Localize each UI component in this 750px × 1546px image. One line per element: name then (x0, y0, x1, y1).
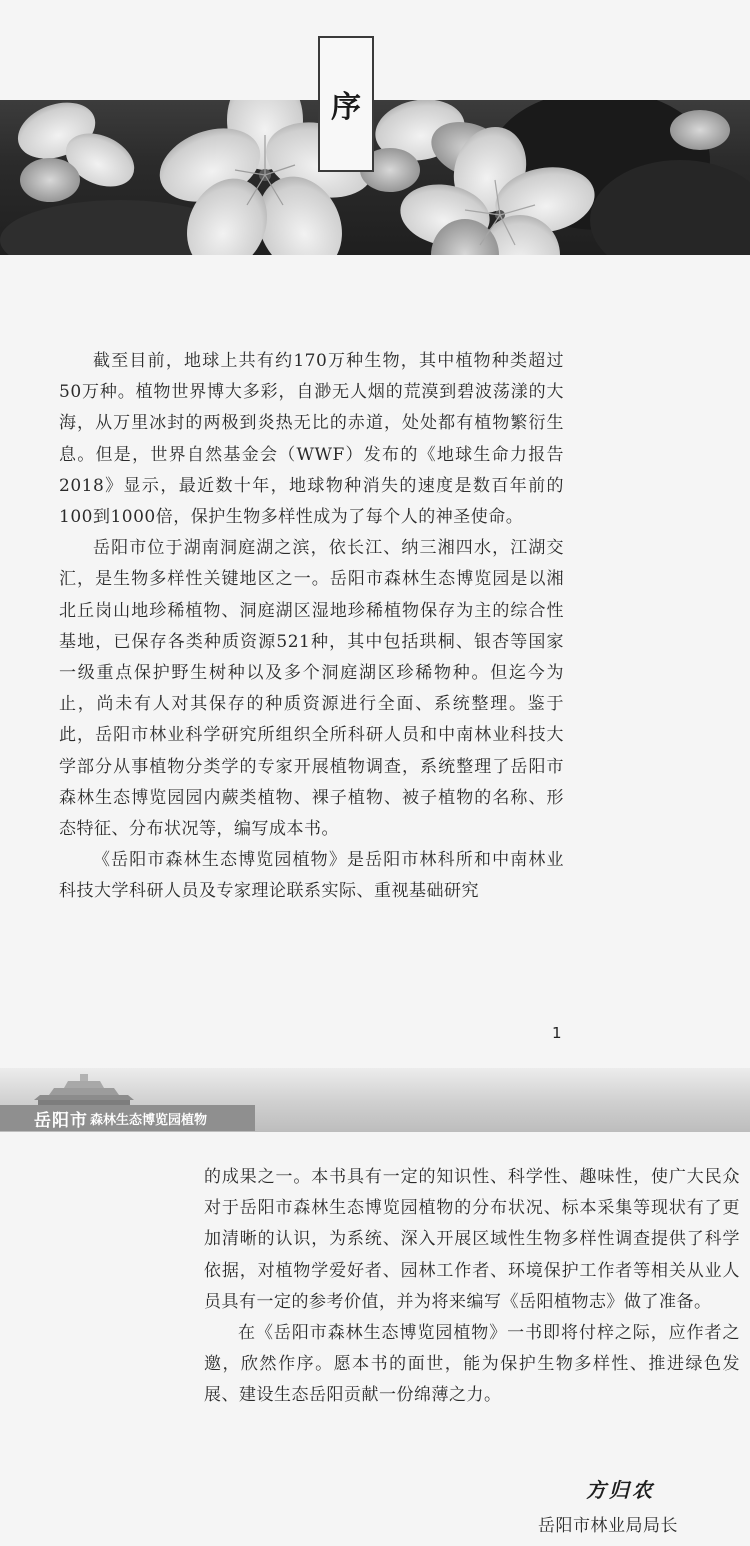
page1-body (59, 346, 564, 908)
section-title: 序 (331, 90, 361, 125)
signature-title: 岳阳市林业局局长 (538, 1516, 678, 1536)
paragraph-closing: 在《岳阳市森林生态博览园植物》一书即将付梓之际，应作者之邀，欣然作序。愿本书的面世，能为保护生物多样性、推进绿色发展、建设生态岳阳贡献一份绵薄之力。 (204, 1323, 740, 1406)
page2-body (204, 1162, 740, 1412)
flower-illustration (0, 100, 750, 255)
page-gap (0, 1132, 750, 1142)
pagoda-icon (24, 1070, 144, 1110)
signature-name: 方归农 (586, 1478, 655, 1502)
book-title-label (0, 1105, 255, 1131)
paragraph-2: 岳阳市位于湖南洞庭湖之滨，依长江、纳三湘四水，江湖交汇，是生物多样性关键地区之一。岳阳市森林生态博览园是以湘北丘岗山地珍稀植物、洞庭湖区湿地珍稀植物保存为主的综合性基地，已保存各类种质资源521种，其中包括珙桐、银杏等国家一级重点保护野生树种以及多个洞庭湖区珍稀物种。但迄今为止，尚未有人对其保存的种质资源进行全面、系统整理。鉴于此，岳阳市林业科学研究所组织全所科研人员和中南林业科技大学部分从事植物分类学的专家开展植物调查，系统整理了岳阳市森林生态博览园园内蕨类植物、裸子植物、被子植物的名称、形态特征、分布状况等，编写成本书。 (59, 538, 564, 840)
paragraph-3: 《岳阳市森林生态博览园植物》是岳阳市林科所和中南林业科技大学科研人员及专家理论联系实际、重视基础研究 (59, 850, 564, 902)
paragraph-continuation: 的成果之一。本书具有一定的知识性、科学性、趣味性，使广大民众对于岳阳市森林生态博览园植物的分布状况、标本采集等现状有了更加清晰的认识，为系统、深入开展区域性生物多样性调查提供了科学依据，对植物学爱好者、园林工作者、环境保护工作者等相关从业人员具有一定的参考价值，并为将来编写《岳阳植物志》做了准备。 (204, 1167, 740, 1312)
paragraph-1: 截至目前，地球上共有约170万种生物，其中植物种类超过50万种。植物世界博大多彩，自渺无人烟的荒漠到碧波荡漾的大海，从万里冰封的两极到炎热无比的赤道，处处都有植物繁衍生息。但是，世界自然基金会（WWF）发布的《地球生命力报告2018》显示，最近数十年，地球物种消失的速度是数百年前的100到1000倍，保护生物多样性成为了每个人的神圣使命。 (59, 351, 564, 528)
section-title-box (318, 36, 374, 172)
header-flower-photo (0, 100, 750, 255)
book-title-rest: 森林生态博览园植物 (90, 1112, 208, 1128)
book-title-city: 岳阳市 (34, 1110, 88, 1131)
page-number: 1 (552, 1024, 562, 1042)
